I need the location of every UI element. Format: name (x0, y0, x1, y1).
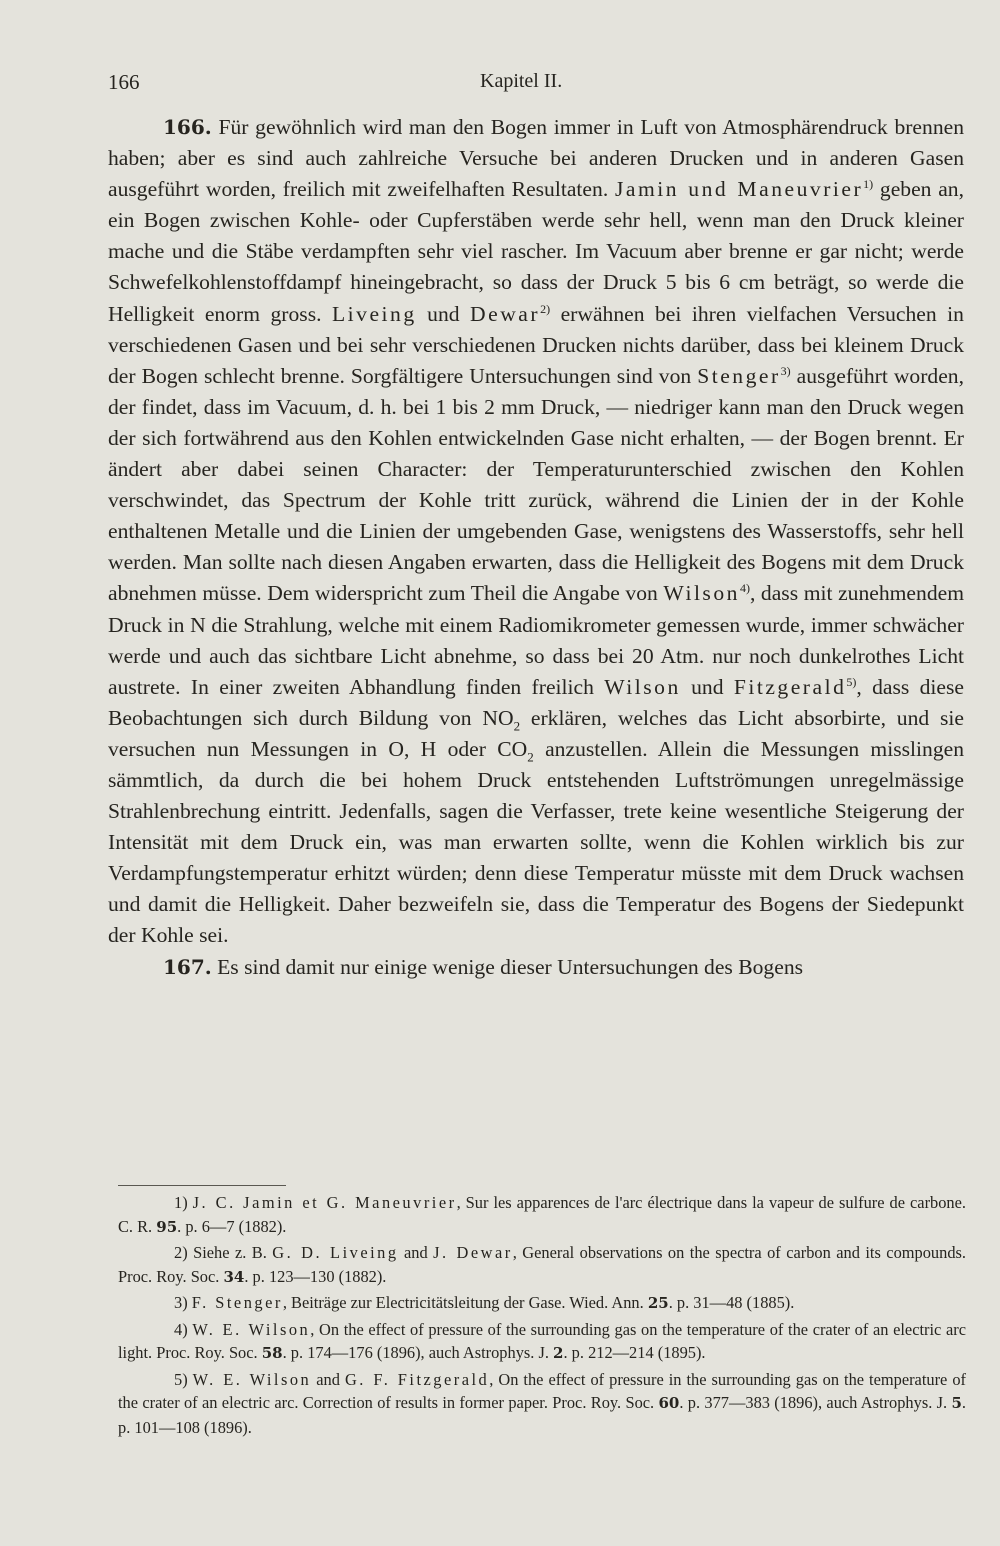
author-name: Fitzgerald (733, 674, 847, 699)
author-name: F. Stenger (191, 1293, 283, 1312)
text-run: . p. 174—176 (1896), auch Astrophys. J. (282, 1343, 554, 1362)
text-run: and (311, 1369, 345, 1389)
text-run: anzustellen. Allein die Messungen misslingen sämmtlich, da durch die bei hohem Druck entstehenden Luftströmungen unregelmässige Strahlenbrechung eintritt. Jedenfalls, sagen die Verfasser, trete keine wesentliche Steigerung der Intensität mit dem Druck ein, was man erwarten sollte, wenn die Kohlen wirklich bis zur Verdampfungstemperatur erhitzt würden; denn diese Temperatur müsste mit dem Druck wachsen und damit die Helligkeit. Daher bezweifeln sie, dass die Temperatur des Bogens der Siedepunkt der Kohle sei. (108, 736, 965, 948)
author-name: Stenger (697, 363, 781, 388)
section-number: 166. (163, 115, 212, 139)
text-run: erklären, welches das Licht absorbirte, und sie versuchen nun Messungen in O, H oder CO (108, 705, 965, 761)
text-run: . p. 31—48 (1885). (668, 1293, 795, 1312)
author-name: W. E. Wilson (192, 1369, 312, 1389)
author-name: Dewar (470, 301, 541, 326)
footnote-ref: 5) (846, 674, 857, 689)
text-run: . p. 377—383 (1896), auch Astrophys. J. (679, 1393, 952, 1412)
page-number: 166 (108, 70, 140, 94)
footnote-rule (118, 1185, 286, 1186)
text-run: , dass mit zunehmendem Druck in N die Strahlung, welche mit einem Radiomikrometer gemessen wurde, immer schwächer werde und auch das sichtbare Licht abnehme, so dass bei 20 Atm. nur noch dunkelrothes Licht austrete. In einer zweiten Abhandlung finden freilich (108, 581, 964, 699)
author-name: W. E. Wilson (192, 1319, 311, 1339)
footnote-mark: 5) (174, 1369, 193, 1389)
text-run: , Beiträge zur Electricitätsleitung der Gase. Wied. Ann. (282, 1293, 648, 1312)
footnote-ref: 3) (780, 363, 791, 378)
text-run: erwähnen bei ihren vielfachen Versuchen in verschiedenen Gasen und bei sehr verschiedenen Drucken nichts darüber, dass bei kleinem Druck der Bogen schlecht brenne. Sorgfältigere Untersuchungen sind von (108, 301, 964, 388)
text-run: , On the effect of pressure of the surrounding gas on the temperature of the crater of an electric arc light. Proc. Roy. Soc. (118, 1319, 966, 1362)
author-name: G. F. Fitzgerald (344, 1369, 490, 1389)
footnote-5 (118, 1368, 966, 1440)
footnote-4 (118, 1318, 966, 1366)
volume-number: 2 (553, 1344, 564, 1362)
volume-number: 95 (156, 1217, 178, 1236)
footnote-ref: 4) (739, 581, 750, 596)
running-title: Kapitel II. (480, 70, 563, 92)
volume-number: 34 (223, 1267, 245, 1286)
text-run: ausgeführt worden, der findet, dass im Vacuum, d. h. bei 1 bis 2 mm Druck, — niedriger kann man den Druck wegen der sich fortwährend aus den Kohlen entwickelnden Gase nicht erhalten, — der Bogen brennt. Er ändert aber dabei seinen Character: der Temperaturunterschied zwischen den Kohlen verschwindet, das Spectrum der Kohle tritt zurück, während die Linien der in der Kohle enthaltenen Metalle und die Linien der umgebenden Gase, wenigstens des Wasserstoffs, sehr hell werden. Man sollte nach diesen Angaben erwarten, dass die Helligkeit des Bogens mit dem Druck abnehmen müsse. Dem widerspricht zum Theil die Angabe von (108, 363, 964, 606)
footnotes (118, 1191, 966, 1441)
text-run: Für gewöhnlich wird man den Bogen immer in Luft von Atmosphärendruck brennen haben; aber es sind auch zahlreiche Versuche bei anderen Drucken und in anderen Gasen ausgeführt worden, freilich mit zweifelhaften Resultaten. (108, 115, 964, 202)
volume-number: 5 (951, 1394, 962, 1412)
footnote-1 (118, 1191, 966, 1239)
author-name: Wilson (663, 581, 740, 606)
author-name: Liveing (331, 301, 417, 326)
footnote-2 (118, 1241, 966, 1289)
footnote-mark: 1) (174, 1193, 193, 1212)
author-name: Wilson (604, 674, 681, 699)
page-header (108, 66, 966, 100)
text-run: and (398, 1243, 434, 1262)
text-run: , On the effect of pressure in the surrounding gas on the temperature of the crater of an electric arc. Correction of results in former paper. Proc. Roy. Soc. (118, 1369, 966, 1412)
text-run: geben an, ein Bogen zwischen Kohle- oder Cupferstäben werde sehr hell, wenn man den Druck kleiner mache und die Stäbe verdampften sehr viel rascher. Im Vacuum aber brenne er gar nicht; werde Schwefelkohlenstoffdampf hineingebracht, so dass der Druck 5 bis 6 cm beträgt, so werde die Helligkeit enorm gross. (108, 177, 965, 326)
text-run: , dass diese Beobachtungen sich durch Bildung von NO (108, 674, 964, 730)
text-run: , General observations on the spectra of carbon and its compounds. Proc. Roy. Soc. (118, 1243, 966, 1286)
text-run: , Sur les apparences de l'arc électrique dans la vapeur de sulfure de carbone. C. R. (118, 1193, 966, 1236)
footnote-ref: 1) (863, 177, 874, 191)
author-name: J. Dewar (433, 1243, 513, 1262)
text-run: . p. 212—214 (1895). (563, 1343, 706, 1362)
footnote-mark: 4) (174, 1319, 193, 1339)
paragraph-167 (108, 952, 964, 983)
text-run: . p. 6—7 (1882). (177, 1216, 287, 1236)
footnote-mark: 3) (174, 1293, 192, 1312)
volume-number: 58 (261, 1344, 283, 1362)
footnote-3 (118, 1291, 966, 1316)
footnote-mark: 2) Siehe z. B. (174, 1243, 273, 1262)
text-run: und (680, 674, 734, 699)
footnote-ref: 2) (540, 301, 551, 316)
paragraph-166 (108, 112, 964, 952)
main-text (108, 112, 964, 983)
volume-number: 25 (647, 1294, 669, 1312)
section-number: 167. (163, 954, 212, 979)
author-name: J. C. Jamin et G. Maneuvrier (192, 1193, 457, 1212)
volume-number: 60 (658, 1394, 680, 1412)
subscript: 2 (513, 718, 521, 734)
author-name: G. D. Liveing (272, 1243, 399, 1262)
text-run: . p. 123—130 (1882). (244, 1266, 387, 1286)
subscript: 2 (527, 749, 534, 765)
text-run: Es sind damit nur einige wenige dieser Untersuchungen des Bogens (211, 954, 804, 979)
text-run: . p. 101—108 (1896). (118, 1393, 966, 1437)
text-run: und (416, 301, 471, 326)
author-name: Jamin und Maneuvrier (614, 177, 864, 202)
